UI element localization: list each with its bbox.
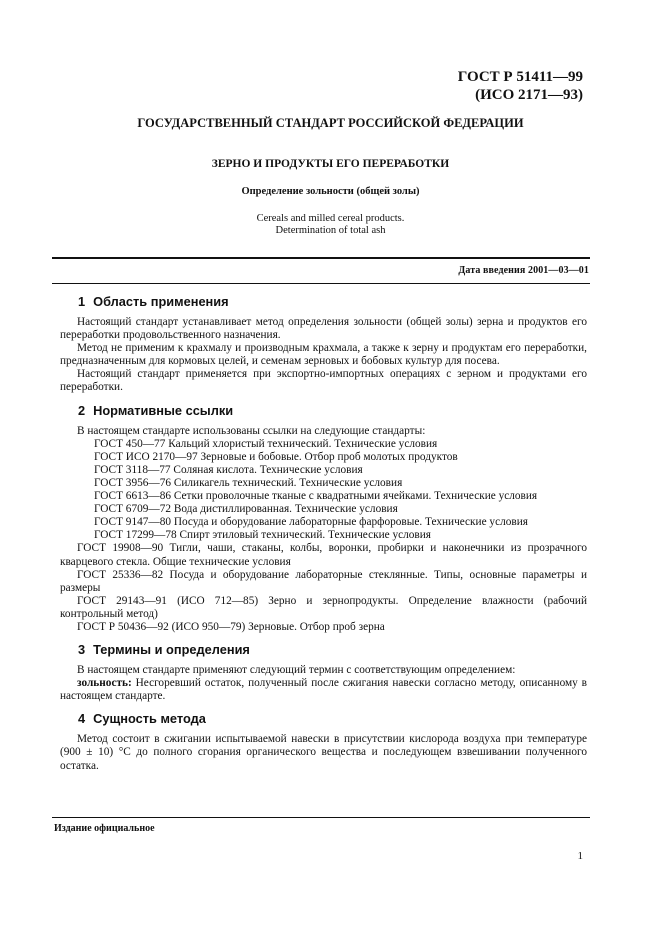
reference-item xyxy=(60,503,587,516)
section-scope xyxy=(60,294,587,395)
reference-code: ГОСТ 6613—86 xyxy=(94,490,171,503)
section-normative-references xyxy=(60,403,587,635)
paragraph: Настоящий стандарт применяется при экспортно-импортных операциях с зерном и продуктами его переработки. xyxy=(60,368,587,394)
reference-item xyxy=(60,477,587,490)
term: зольность: xyxy=(77,677,132,690)
reference-item: ГОСТ 29143—91 (ИСО 712—85) Зерно и зернопродукты. Определение влажности (рабочий контрольный метод) xyxy=(60,594,587,620)
reference-title: Спирт этиловый технический. Технические условия xyxy=(179,529,432,542)
reference-item xyxy=(60,438,587,451)
reference-title: Соляная кислота. Технические условия xyxy=(173,463,363,476)
thin-divider xyxy=(52,283,590,284)
paragraph: В настоящем стандарте применяют следующий термин с соответствующим определением: xyxy=(77,664,516,677)
english-title-line-1: Cereals and milled cereal products. xyxy=(256,213,405,224)
section-number: 4 xyxy=(78,711,86,727)
reference-code: ГОСТ 3956—76 xyxy=(94,476,171,489)
page-number: 1 xyxy=(577,850,583,862)
footer-divider xyxy=(52,817,590,818)
reference-item xyxy=(60,516,587,529)
reference-code: ГОСТ 450—77 xyxy=(94,437,166,450)
reference-code: ГОСТ 9147—80 xyxy=(94,516,171,529)
reference-item xyxy=(60,464,587,477)
reference-code: ГОСТ 6709—72 xyxy=(94,503,171,516)
section-terms xyxy=(60,642,587,703)
section-method-principle xyxy=(60,711,587,772)
reference-title: Вода дистиллированная. Технические условия xyxy=(173,503,398,516)
document-body xyxy=(60,294,587,781)
reference-item: ГОСТ 19908—90 Тигли, чаши, стаканы, колбы, воронки, пробирки и наконечники из прозрачного кварцевого стекла. Общие технические условия xyxy=(60,542,587,568)
reference-title: Силикагель технический. Технические условия xyxy=(173,476,403,489)
reference-item: ГОСТ Р 50436—92 (ИСО 950—79) Зерновые. Отбор проб зерна xyxy=(77,620,385,633)
document-identifier xyxy=(458,68,583,104)
subtitle: Определение зольности (общей золы) xyxy=(241,186,420,197)
section-title: Нормативные ссылки xyxy=(93,402,234,418)
section-number: 1 xyxy=(78,294,86,309)
reference-title: Сетки проволочные тканые с квадратными ячейками. Технические условия xyxy=(173,490,538,503)
english-title-line-2: Determination of total ash xyxy=(275,225,386,236)
paragraph: Настоящий стандарт устанавливает метод определения зольности (общей золы) зерна и продуктов его переработки продовольственного назначения. xyxy=(60,316,587,342)
section-number: 2 xyxy=(78,402,86,418)
section-heading xyxy=(78,403,587,419)
paragraph: Метод состоит в сжигании испытываемой навески в присутствии кислорода воздуха при температуре (900 ± 10) °С до полного сгорания органического вещества и последующем взвешивании полученного остатка. xyxy=(60,733,587,772)
section-number: 3 xyxy=(78,642,86,658)
term-definition xyxy=(60,677,587,703)
main-title: ЗЕРНО И ПРОДУКТЫ ЕГО ПЕРЕРАБОТКИ xyxy=(211,158,450,170)
english-title xyxy=(0,213,661,237)
reference-item xyxy=(60,451,587,464)
iso-number: (ИСО 2171—93) xyxy=(475,87,583,103)
reference-code: ГОСТ 17299—78 xyxy=(94,529,177,542)
reference-item xyxy=(60,529,587,542)
definition: Несгоревший остаток, полученный после сжигания навески согласно методу, описанному в настоящем стандарте. xyxy=(60,677,587,703)
reference-title: Посуда и оборудование лабораторные фарфоровые. Технические условия xyxy=(173,516,528,529)
section-title: Область применения xyxy=(93,294,229,309)
paragraph: Метод не применим к крахмалу и производным крахмала, а также к зерну и продуктам его переработки, предназначенным для кормовых целей, и семенам зерновых и бобовых культур для посева. xyxy=(60,342,587,368)
section-heading xyxy=(78,642,587,658)
section-title: Термины и определения xyxy=(93,642,250,658)
reference-title: Зерновые и бобовые. Отбор проб молотых продуктов xyxy=(200,450,458,463)
paragraph: В настоящем стандарте использованы ссылки на следующие стандарты: xyxy=(77,424,426,437)
edition-label: Издание официальное xyxy=(54,823,155,834)
section-heading xyxy=(78,294,587,310)
reference-item: ГОСТ 25336—82 Посуда и оборудование лабораторные стеклянные. Типы, основные параметры и размеры xyxy=(60,568,587,594)
thick-divider xyxy=(52,257,590,259)
reference-item xyxy=(60,490,587,503)
doc-number: ГОСТ Р 51411—99 xyxy=(457,69,583,85)
reference-code: ГОСТ 3118—77 xyxy=(94,463,171,476)
state-standard-heading: ГОСУДАРСТВЕННЫЙ СТАНДАРТ РОССИЙСКОЙ ФЕДЕРАЦИИ xyxy=(137,116,524,130)
section-title: Сущность метода xyxy=(93,711,206,727)
reference-title: Кальций хлористый технический. Технические условия xyxy=(168,437,438,450)
section-heading xyxy=(78,711,587,727)
introduction-date: Дата введения 2001—03—01 xyxy=(458,265,589,276)
reference-code: ГОСТ ИСО 2170—97 xyxy=(94,450,198,463)
reference-list xyxy=(60,438,587,543)
